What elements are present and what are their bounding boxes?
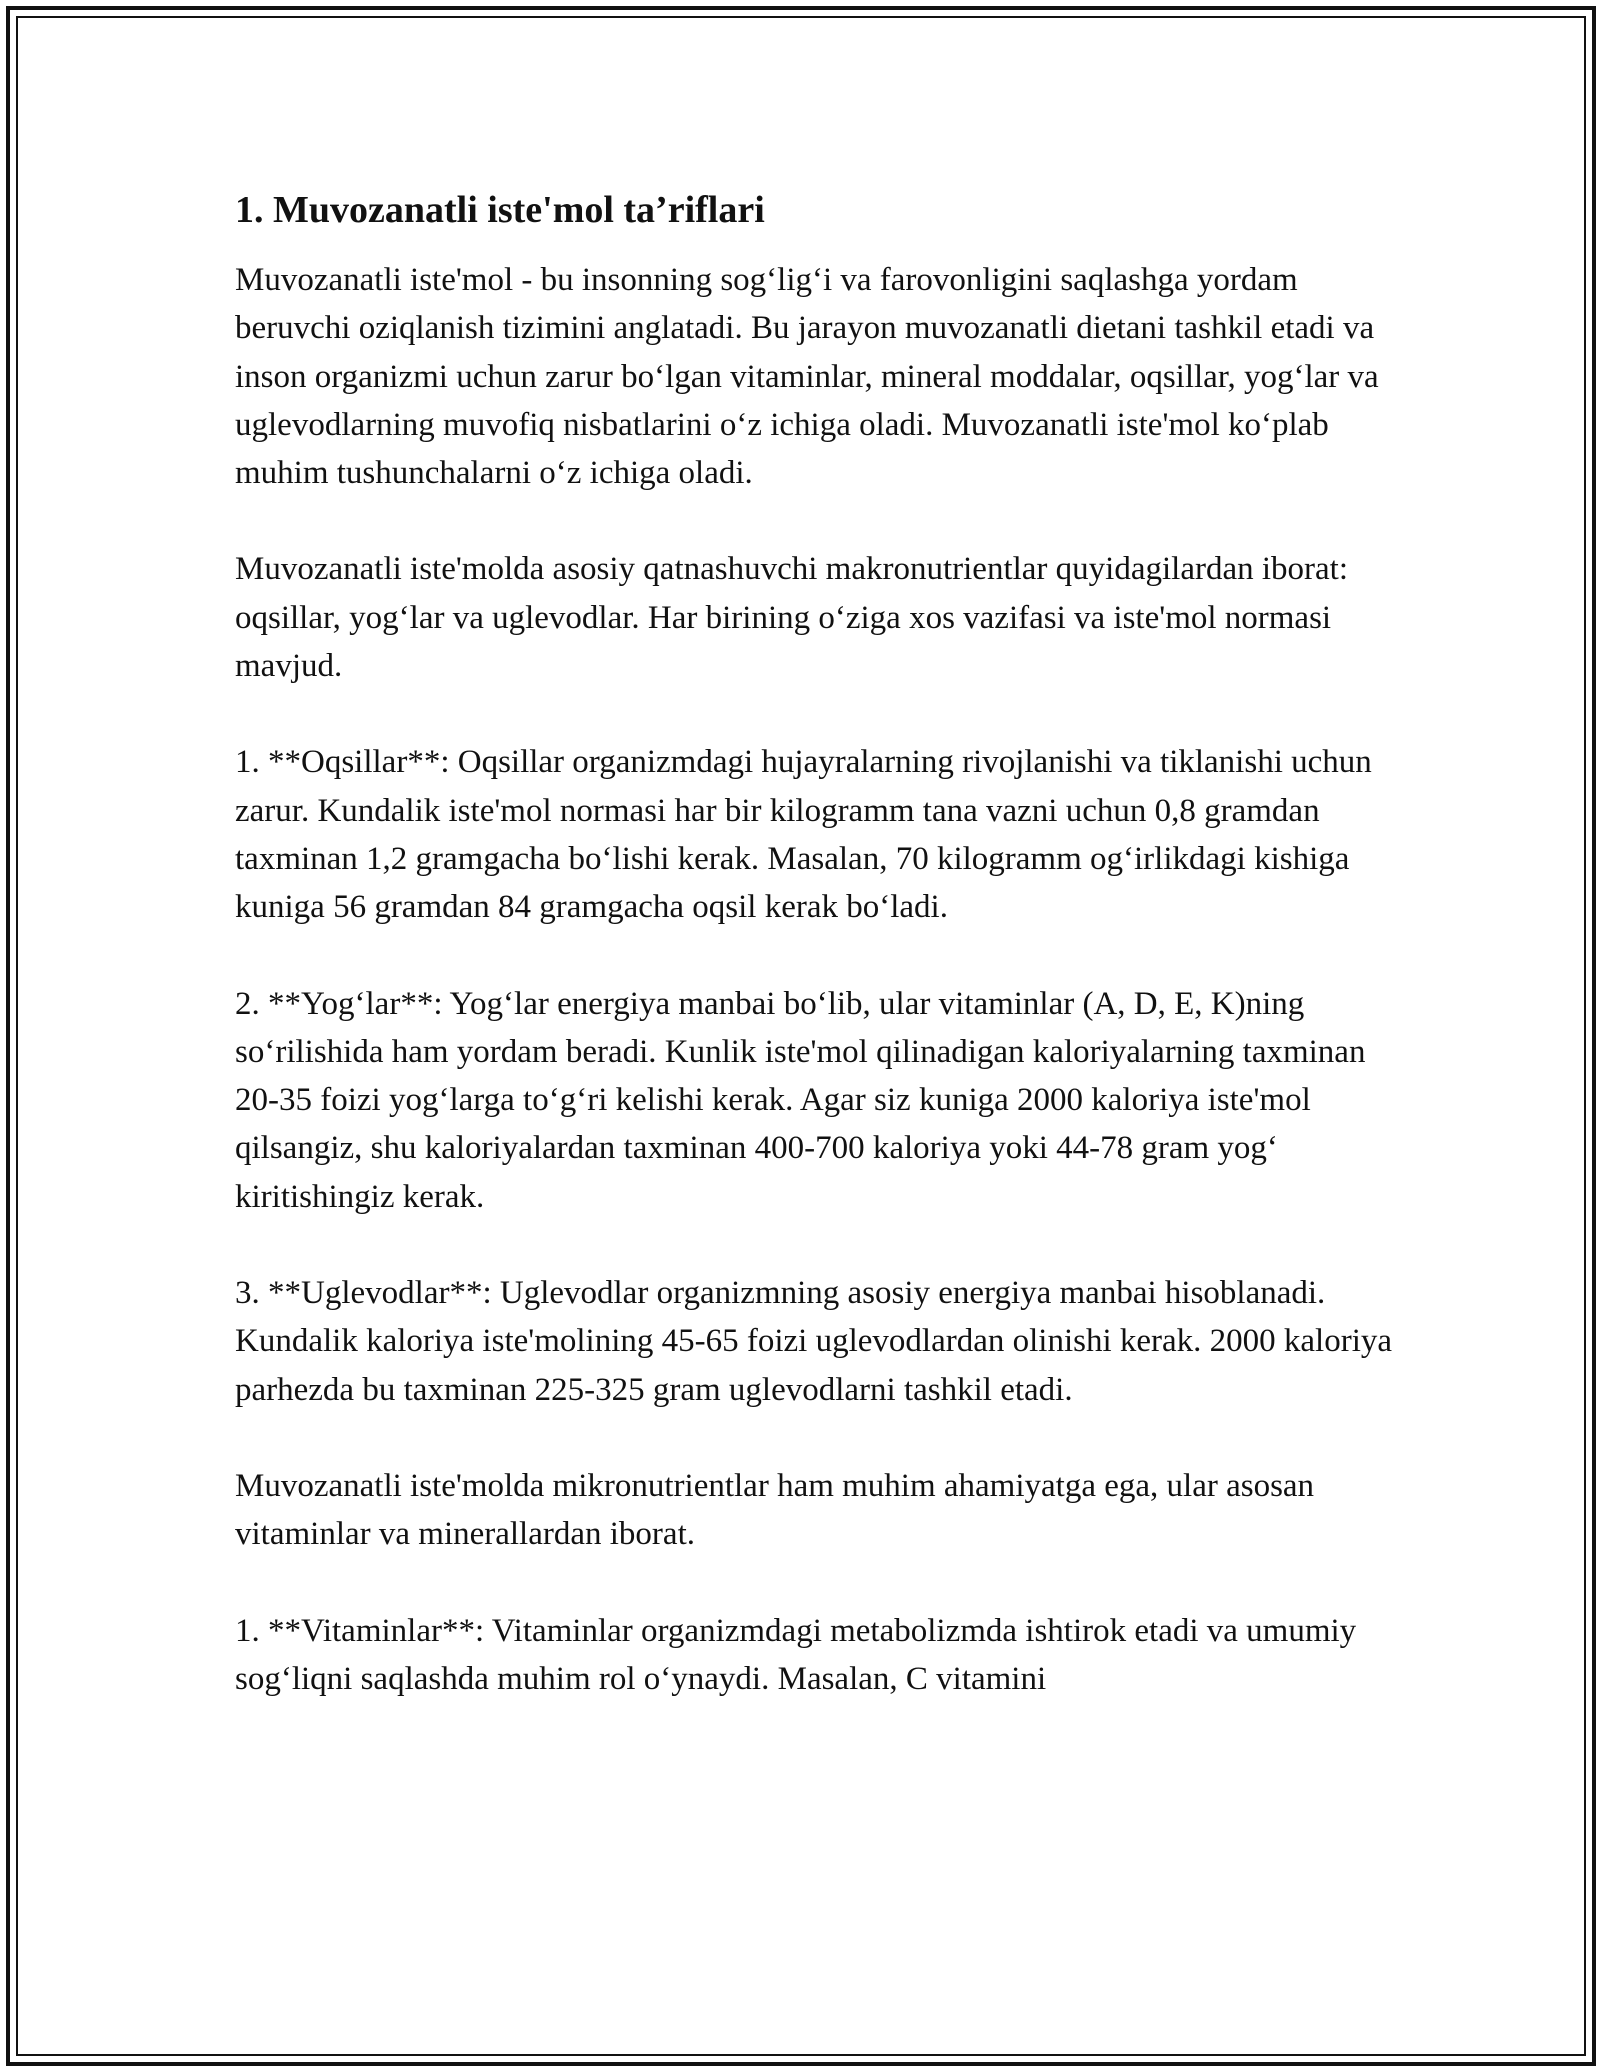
section-heading: 1. Muvozanatli iste'mol ta’riflari [235, 189, 765, 231]
paragraph-micronutrients-intro: Muvozanatli iste'molda mikronutrientlar ham muhim ahamiyatga ega, ular asosan vitaminlar va minerallardan iborat. [235, 1467, 1315, 1553]
paragraph-carbohydrates: 3. **Uglevodlar**: Uglevodlar organizmning asosiy energiya manbai hisoblanadi. Kundalik kaloriya iste'molining 45-65 foizi uglevodlardan olinishi kerak. 2000 kaloriya parhezda bu taxminan 225-325 gram uglevodlarni tashkil etadi. [235, 1275, 1393, 1408]
paragraph-fats: 2. **Yog‘lar**: Yog‘lar energiya manbai bo‘lib, ular vitaminlar (A, D, E, K)ning so‘rilishida ham yordam beradi. Kunlik iste'mol qilinadigan kaloriyalarning taxminan 20-35 foizi yog‘larga to‘g‘ri kelishi kerak. Agar siz kuniga 2000 kaloriya iste'mol qilsangiz, shu kaloriyalardan taxminan 400-700 kaloriya yoki 44-78 gram yog‘ kiritishingiz kerak. [235, 985, 1366, 1215]
paragraph-definition: Muvozanatli iste'mol - bu insonning sog‘lig‘i va farovonligini saqlashga yordam beruvchi oziqlanish tizimini anglatadi. Bu jarayon muvozanatli dietani tashkil etadi va inson organizmi uchun zarur bo‘lgan vitaminlar, mineral moddalar, oqsillar, yog‘lar va uglevodlarning muvofiq nisbatlarini o‘z ichiga oladi. Muvozanatli iste'mol ko‘plab muhim tushunchalarni o‘z ichiga oladi. [235, 262, 1379, 492]
paragraph-macronutrients-intro: Muvozanatli iste'molda asosiy qatnashuvchi makronutrientlar quyidagilardan iborat: oqsillar, yog‘lar va uglevodlar. Har birining o‘ziga xos vazifasi va iste'mol normasi mavjud. [235, 551, 1348, 685]
paragraph-proteins: 1. **Oqsillar**: Oqsillar organizmdagi hujayralarning rivojlanishi va tiklanishi uchun zarur. Kundalik iste'mol normasi har bir kilogramm tana vazni uchun 0,8 gramdan taxminan 1,2 gramgacha bo‘lishi kerak. Masalan, 70 kilogramm og‘irlikdagi kishiga kuniga 56 gramdan 84 gramgacha oqsil kerak bo‘ladi. [235, 744, 1372, 926]
paragraph-vitamins: 1. **Vitaminlar**: Vitaminlar organizmdagi metabolizmda ishtirok etadi va umumiy sog‘liqni saqlashda muhim rol o‘ynaydi. Masalan, C vitamini [235, 1612, 1357, 1697]
document-body [235, 186, 1395, 1703]
